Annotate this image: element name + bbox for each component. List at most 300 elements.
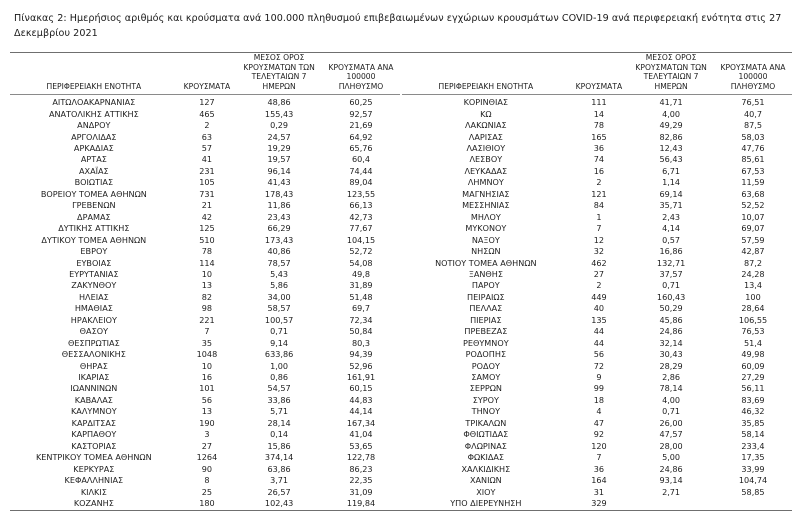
table-row: [402, 486, 792, 497]
cell-per100k: 72,34: [349, 314, 373, 325]
cell-avg7: 96,14: [267, 165, 291, 176]
cell-regional-unit: ΛΕΥΚΑΔΑΣ: [464, 165, 508, 176]
column-header-regional-unit: ΠΕΡΙΦΕΡΕΙΑΚΗ ΕΝΟΤΗΤΑ: [402, 53, 570, 95]
column-header-cases: ΚΡΟΥΣΜΑΤΑ: [178, 53, 237, 95]
cell-avg7: 28,29: [659, 360, 683, 371]
cell-avg7: 40,86: [267, 246, 291, 257]
cell-cases: 10: [201, 268, 213, 279]
cell-avg7: 0,86: [270, 372, 289, 383]
cell-regional-unit: ΑΝΑΤΟΛΙΚΗΣ ΑΤΤΙΚΗΣ: [48, 108, 139, 119]
table-row: [402, 383, 792, 394]
cell-per100k: 89,04: [349, 177, 373, 188]
cell-regional-unit: ΚΙΛΚΙΣ: [80, 486, 107, 497]
cell-regional-unit: ΘΑΣΟΥ: [79, 326, 109, 337]
cell-per100k: 31,09: [349, 486, 373, 497]
cell-avg7: 11,86: [267, 200, 291, 211]
cell-per100k: 57,59: [741, 234, 765, 245]
cell-avg7: 41,71: [659, 97, 683, 108]
table-row: [402, 326, 792, 337]
cell-avg7: 3,71: [270, 475, 289, 486]
cell-per100k: 41,04: [349, 429, 373, 440]
cell-per100k: 22,35: [349, 475, 373, 486]
cell-per100k: 58,03: [741, 131, 765, 142]
cell-avg7: 82,86: [659, 131, 683, 142]
table-row: [402, 200, 792, 211]
cell-avg7: 26,00: [659, 417, 683, 428]
cell-per100k: 58,85: [741, 486, 765, 497]
cell-regional-unit: ΒΟΡΕΙΟΥ ΤΟΜΕΑ ΑΘΗΝΩΝ: [40, 188, 147, 199]
cell-cases: 105: [199, 177, 215, 188]
cell-regional-unit: ΣΑΜΟΥ: [471, 372, 501, 383]
cell-cases: 40: [593, 303, 605, 314]
column-header-avg7: ΜΕΣΟΣ ΟΡΟΣ ΚΡΟΥΣΜΑΤΩΝ ΤΩΝ ΤΕΛΕΥΤΑΙΩΝ 7 ΗΜΕΡΩΝ: [236, 53, 322, 95]
cell-cases: 9: [596, 372, 602, 383]
table-row: [10, 211, 400, 222]
cell-per100k: 77,67: [349, 223, 373, 234]
table-row: [10, 440, 400, 451]
cell-regional-unit: ΕΥΒΟΙΑΣ: [76, 257, 112, 268]
header-row: [10, 53, 400, 95]
cell-per100k: 106,55: [738, 314, 768, 325]
cell-regional-unit: ΚΩ: [480, 108, 492, 119]
cell-regional-unit: ΞΑΝΘΗΣ: [468, 268, 503, 279]
table-row: [10, 177, 400, 188]
cell-cases: 465: [199, 108, 215, 119]
cell-avg7: 78,57: [267, 257, 291, 268]
cell-regional-unit: ΑΙΤΩΛΟΑΚΑΡΝΑΝΙΑΣ: [52, 97, 136, 108]
table-row: [10, 326, 400, 337]
cell-cases: 462: [591, 257, 607, 268]
table-row: [10, 360, 400, 371]
cell-cases: 13: [201, 406, 213, 417]
cell-avg7: 4,14: [662, 223, 681, 234]
cell-avg7: 5,71: [270, 406, 289, 417]
cell-avg7: 2,71: [662, 486, 681, 497]
cell-cases: 44: [593, 337, 605, 348]
cell-regional-unit: ΒΟΙΩΤΙΑΣ: [74, 177, 114, 188]
cell-per100k: 51,48: [349, 291, 373, 302]
table-row: [402, 497, 792, 510]
cell-regional-unit: ΜΑΓΝΗΣΙΑΣ: [462, 188, 510, 199]
cell-cases: 7: [596, 223, 602, 234]
cell-avg7: 15,86: [267, 440, 291, 451]
cell-regional-unit: ΑΝΔΡΟΥ: [77, 120, 111, 131]
cell-per100k: 65,76: [349, 142, 373, 153]
table-row: [10, 371, 400, 382]
cell-per100k: 104,15: [346, 234, 376, 245]
cell-avg7: 12,43: [659, 142, 683, 153]
cell-regional-unit: ΕΒΡΟΥ: [80, 246, 108, 257]
cell-cases: 72: [593, 360, 605, 371]
cell-per100k: 60,4: [351, 154, 370, 165]
cell-per100k: 11,59: [741, 177, 765, 188]
cell-regional-unit: ΣΥΡΟΥ: [472, 394, 499, 405]
table-row: [402, 120, 792, 131]
cell-regional-unit: ΦΛΩΡΙΝΑΣ: [464, 440, 507, 451]
table-body-left: [10, 95, 400, 511]
cell-per100k: 167,34: [346, 417, 376, 428]
cell-avg7: 45,86: [659, 314, 683, 325]
cell-avg7: 374,14: [264, 452, 294, 463]
cell-cases: 44: [593, 326, 605, 337]
cell-cases: 731: [199, 188, 215, 199]
table-row: [402, 280, 792, 291]
table-row: [10, 291, 400, 302]
cell-regional-unit: ΛΗΜΝΟΥ: [467, 177, 504, 188]
cell-avg7: 1,00: [270, 360, 289, 371]
table-header-left: [10, 53, 400, 95]
cell-per100k: 10,07: [741, 211, 765, 222]
regional-units-table-left: [10, 53, 400, 511]
table-row: [402, 463, 792, 474]
cell-cases: 1048: [196, 349, 218, 360]
cell-cases: 25: [201, 486, 213, 497]
table-row: [10, 337, 400, 348]
table-row: [402, 303, 792, 314]
table-row: [402, 371, 792, 382]
table-row: [10, 475, 400, 486]
cell-cases: 99: [593, 383, 605, 394]
cell-regional-unit: ΛΑΣΙΘΙΟΥ: [466, 142, 506, 153]
table-row: [10, 268, 400, 279]
cell-cases: 164: [591, 475, 607, 486]
cell-avg7: 0,57: [662, 234, 681, 245]
cell-cases: 114: [199, 257, 215, 268]
cell-avg7: 69,14: [659, 188, 683, 199]
cell-regional-unit: ΛΑΚΩΝΙΑΣ: [465, 120, 507, 131]
table-row: [10, 497, 400, 510]
cell-regional-unit: ΗΡΑΚΛΕΙΟΥ: [70, 314, 117, 325]
cell-per100k: 53,65: [349, 440, 373, 451]
table-row: [402, 154, 792, 165]
cell-regional-unit: ΙΩΑΝΝΙΝΩΝ: [70, 383, 118, 394]
cell-per100k: 100: [745, 291, 761, 302]
cell-regional-unit: ΑΡΤΑΣ: [80, 154, 107, 165]
cell-regional-unit: ΗΛΕΙΑΣ: [78, 291, 109, 302]
cell-regional-unit: ΚΟΖΑΝΗΣ: [73, 498, 114, 509]
cell-cases: 510: [199, 234, 215, 245]
table-row: [402, 131, 792, 142]
table-row: [402, 360, 792, 371]
cell-avg7: 6,71: [662, 165, 681, 176]
column-header-cases: ΚΡΟΥΣΜΑΤΑ: [570, 53, 629, 95]
cell-cases: 135: [591, 314, 607, 325]
cell-avg7: 0,71: [270, 326, 289, 337]
cell-per100k: 63,68: [741, 188, 765, 199]
cell-regional-unit: ΗΜΑΘΙΑΣ: [74, 303, 113, 314]
cell-cases: 120: [591, 440, 607, 451]
cell-cases: 41: [201, 154, 213, 165]
table-row: [10, 429, 400, 440]
cell-cases: 56: [201, 394, 213, 405]
cell-regional-unit: ΓΡΕΒΕΝΩΝ: [72, 200, 116, 211]
cell-cases: 221: [199, 314, 215, 325]
cell-avg7: 178,43: [264, 188, 294, 199]
cell-avg7: 63,86: [267, 463, 291, 474]
cell-per100k: 92,57: [349, 108, 373, 119]
cell-cases: 101: [199, 383, 215, 394]
cell-avg7: 32,14: [659, 337, 683, 348]
cell-per100k: 50,84: [349, 326, 373, 337]
cell-per100k: 44,83: [349, 394, 373, 405]
cell-cases: 92: [593, 429, 605, 440]
cell-avg7: 173,43: [264, 234, 294, 245]
cell-cases: 31: [593, 486, 605, 497]
cell-avg7: 30,43: [659, 349, 683, 360]
table-row: [10, 246, 400, 257]
cell-per100k: 233,4: [741, 440, 765, 451]
table-row: [10, 95, 400, 108]
table-row: [10, 200, 400, 211]
cell-cases: 180: [199, 498, 215, 509]
cell-per100k: 119,84: [346, 498, 376, 509]
cell-avg7: 50,29: [659, 303, 683, 314]
table-row: [402, 177, 792, 188]
table-row: [402, 337, 792, 348]
cell-cases: 56: [593, 349, 605, 360]
cell-per100k: 49,98: [741, 349, 765, 360]
table-row: [10, 165, 400, 176]
cell-avg7: 49,29: [659, 120, 683, 131]
cell-regional-unit: ΚΑΛΥΜΝΟΥ: [71, 406, 117, 417]
cell-regional-unit: ΛΑΡΙΣΑΣ: [468, 131, 503, 142]
cell-cases: 27: [201, 440, 213, 451]
cell-regional-unit: ΜΕΣΣΗΝΙΑΣ: [462, 200, 510, 211]
table-row: [402, 349, 792, 360]
cell-avg7: 56,43: [659, 154, 683, 165]
table-row: [10, 223, 400, 234]
cell-regional-unit: ΚΑΡΠΑΘΟΥ: [71, 429, 117, 440]
cell-avg7: 2,86: [662, 372, 681, 383]
cell-per100k: 52,72: [349, 246, 373, 257]
cell-per100k: 83,69: [741, 394, 765, 405]
cell-avg7: 93,14: [659, 475, 683, 486]
cell-cases: 78: [593, 120, 605, 131]
cell-regional-unit: ΕΥΡΥΤΑΝΙΑΣ: [69, 268, 119, 279]
cell-per100k: 85,61: [741, 154, 765, 165]
table-row: [10, 383, 400, 394]
cell-per100k: 46,32: [741, 406, 765, 417]
cell-cases: 90: [201, 463, 213, 474]
cell-avg7: 132,71: [656, 257, 686, 268]
cell-avg7: 35,71: [659, 200, 683, 211]
cell-regional-unit: ΚΕΡΚΥΡΑΣ: [73, 463, 115, 474]
cell-avg7: [628, 497, 714, 510]
cell-regional-unit: ΡΟΔΟΥ: [471, 360, 500, 371]
table-row: [10, 257, 400, 268]
cell-per100k: 123,55: [346, 188, 376, 199]
table-row: [10, 394, 400, 405]
cell-regional-unit: ΚΑΒΑΛΑΣ: [74, 394, 113, 405]
table-row: [10, 188, 400, 199]
column-header-avg7: ΜΕΣΟΣ ΟΡΟΣ ΚΡΟΥΣΜΑΤΩΝ ΤΩΝ ΤΕΛΕΥΤΑΙΩΝ 7 ΗΜΕΡΩΝ: [628, 53, 714, 95]
cell-regional-unit: ΝΗΣΩΝ: [471, 246, 501, 257]
cell-per100k: 86,23: [349, 463, 373, 474]
table-row: [402, 257, 792, 268]
cell-per100k: 60,15: [349, 383, 373, 394]
header-row: [402, 53, 792, 95]
cell-cases: 16: [593, 165, 605, 176]
cell-regional-unit: ΝΟΤΙΟΥ ΤΟΜΕΑ ΑΘΗΝΩΝ: [435, 257, 537, 268]
cell-per100k: 51,4: [743, 337, 762, 348]
cell-regional-unit: ΔΥΤΙΚΗΣ ΑΤΤΙΚΗΣ: [58, 223, 130, 234]
cell-per100k: 87,5: [743, 120, 762, 131]
two-column-table-container: [10, 52, 792, 511]
table-row: [10, 349, 400, 360]
cell-per100k: 54,08: [349, 257, 373, 268]
cell-cases: 16: [201, 372, 213, 383]
cell-per100k: 49,8: [351, 268, 370, 279]
cell-avg7: 26,57: [267, 486, 291, 497]
cell-cases: 231: [199, 165, 215, 176]
cell-avg7: 19,57: [267, 154, 291, 165]
cell-regional-unit: ΘΗΡΑΣ: [79, 360, 108, 371]
cell-regional-unit: ΜΗΛΟΥ: [470, 211, 501, 222]
cell-per100k: 56,11: [741, 383, 765, 394]
table-row: [402, 223, 792, 234]
cell-per100k: 28,64: [741, 303, 765, 314]
table-row: [402, 188, 792, 199]
column-header-per100k: ΚΡΟΥΣΜΑΤΑ ΑΝΑ 100000 ΠΛΗΘΥΣΜΟ: [322, 53, 400, 95]
cell-per100k: 94,39: [349, 349, 373, 360]
table-row: [402, 268, 792, 279]
cell-cases: 111: [591, 97, 607, 108]
regional-units-table-right: [402, 53, 792, 511]
cell-regional-unit: ΦΘΙΩΤΙΔΑΣ: [463, 429, 509, 440]
cell-cases: 82: [201, 291, 213, 302]
cell-regional-unit: ΛΕΣΒΟΥ: [469, 154, 503, 165]
cell-per100k: 21,69: [349, 120, 373, 131]
cell-per100k: 47,76: [741, 142, 765, 153]
cell-avg7: 58,57: [267, 303, 291, 314]
cell-cases: 47: [593, 417, 605, 428]
cell-cases: 18: [593, 394, 605, 405]
cell-regional-unit: ΚΟΡΙΝΘΙΑΣ: [463, 97, 509, 108]
table-row: [10, 452, 400, 463]
table-row: [402, 234, 792, 245]
table-row: [402, 475, 792, 486]
cell-avg7: 5,00: [662, 452, 681, 463]
cell-avg7: 24,86: [659, 326, 683, 337]
cell-cases: 12: [593, 234, 605, 245]
cell-avg7: 5,86: [270, 280, 289, 291]
cell-cases: 98: [201, 303, 213, 314]
cell-regional-unit: ΥΠΟ ΔΙΕΡΕΥΝΗΣΗ: [450, 498, 522, 509]
cell-avg7: 28,14: [267, 417, 291, 428]
cell-cases: 1: [596, 211, 602, 222]
table-row: [402, 417, 792, 428]
cell-cases: 14: [593, 108, 605, 119]
cell-regional-unit: ΣΕΡΡΩΝ: [469, 383, 502, 394]
table-row: [10, 142, 400, 153]
cell-regional-unit: ΡΕΘΥΜΝΟΥ: [463, 337, 509, 348]
cell-per100k: 40,7: [743, 108, 762, 119]
cell-per100k: 66,13: [349, 200, 373, 211]
cell-per100k: 58,14: [741, 429, 765, 440]
cell-cases: 190: [199, 417, 215, 428]
cell-per100k: 69,7: [351, 303, 370, 314]
cell-per100k: 76,53: [741, 326, 765, 337]
column-header-per100k: ΚΡΟΥΣΜΑΤΑ ΑΝΑ 100000 ΠΛΗΘΥΣΜΟ: [714, 53, 792, 95]
cell-avg7: 23,43: [267, 211, 291, 222]
table-row: [402, 108, 792, 119]
cell-avg7: 24,86: [659, 463, 683, 474]
table-row: [402, 246, 792, 257]
cell-per100k: 17,35: [741, 452, 765, 463]
cell-regional-unit: ΧΑΝΙΩΝ: [469, 475, 502, 486]
cell-cases: 32: [593, 246, 605, 257]
cell-cases: 7: [596, 452, 602, 463]
cell-avg7: 19,29: [267, 142, 291, 153]
table-caption: Πίνακας 2: Ημερήσιος αριθμός και κρούσματα ανά 100.000 πληθυσμού επιβεβαιωμένων εγχώριων κρουσμάτων COVID-19 ανά περιφερειακή ενότητα στις 27 Δεκεμβρίου 2021: [14, 13, 782, 39]
cell-per100k: 80,3: [351, 337, 370, 348]
cell-regional-unit: ΔΥΤΙΚΟΥ ΤΟΜΕΑ ΑΘΗΝΩΝ: [41, 234, 147, 245]
cell-avg7: 5,43: [270, 268, 289, 279]
cell-cases: 2: [596, 177, 602, 188]
cell-cases: 21: [201, 200, 213, 211]
cell-avg7: 0,71: [662, 406, 681, 417]
table-row: [402, 165, 792, 176]
table-row: [10, 314, 400, 325]
cell-avg7: 16,86: [659, 246, 683, 257]
cell-cases: 36: [593, 463, 605, 474]
cell-per100k: 74,44: [349, 165, 373, 176]
cell-avg7: 100,57: [264, 314, 294, 325]
cell-cases: 36: [593, 142, 605, 153]
table-row: [10, 406, 400, 417]
cell-avg7: 24,57: [267, 131, 291, 142]
cell-cases: 127: [199, 97, 215, 108]
cell-per100k: 60,09: [741, 360, 765, 371]
cell-regional-unit: ΦΩΚΙΔΑΣ: [467, 452, 505, 463]
table-row: [402, 440, 792, 451]
cell-cases: 125: [199, 223, 215, 234]
cell-per100k: 44,14: [349, 406, 373, 417]
cell-avg7: 41,43: [267, 177, 291, 188]
cell-per100k: 35,85: [741, 417, 765, 428]
cell-per100k: 33,99: [741, 463, 765, 474]
cell-per100k: 69,07: [741, 223, 765, 234]
table-row: [10, 108, 400, 119]
table-row: [10, 463, 400, 474]
table-body-right: [402, 95, 792, 511]
cell-avg7: 78,14: [659, 383, 683, 394]
cell-per100k: 24,28: [741, 268, 765, 279]
cell-cases: 74: [593, 154, 605, 165]
cell-per100k: 104,74: [738, 475, 768, 486]
cell-per100k: 87,2: [743, 257, 762, 268]
cell-per100k: 52,96: [349, 360, 373, 371]
cell-cases: 35: [201, 337, 213, 348]
cell-avg7: 66,29: [267, 223, 291, 234]
cell-cases: 2: [204, 120, 210, 131]
table-row: [402, 211, 792, 222]
cell-regional-unit: ΚΕΝΤΡΙΚΟΥ ΤΟΜΕΑ ΑΘΗΝΩΝ: [35, 452, 152, 463]
cell-avg7: 47,57: [659, 429, 683, 440]
cell-avg7: 9,14: [270, 337, 289, 348]
cell-per100k: 52,52: [741, 200, 765, 211]
table-row: [10, 154, 400, 165]
cell-per100k: 76,51: [741, 97, 765, 108]
cell-cases: 329: [591, 498, 607, 509]
table-row: [402, 452, 792, 463]
cell-regional-unit: ΘΕΣΣΑΛΟΝΙΚΗΣ: [61, 349, 126, 360]
cell-per100k: 64,92: [349, 131, 373, 142]
cell-avg7: 0,29: [270, 120, 289, 131]
cell-cases: 10: [201, 360, 213, 371]
cell-regional-unit: ΤΡΙΚΑΛΩΝ: [465, 417, 507, 428]
cell-per100k: [714, 497, 792, 510]
